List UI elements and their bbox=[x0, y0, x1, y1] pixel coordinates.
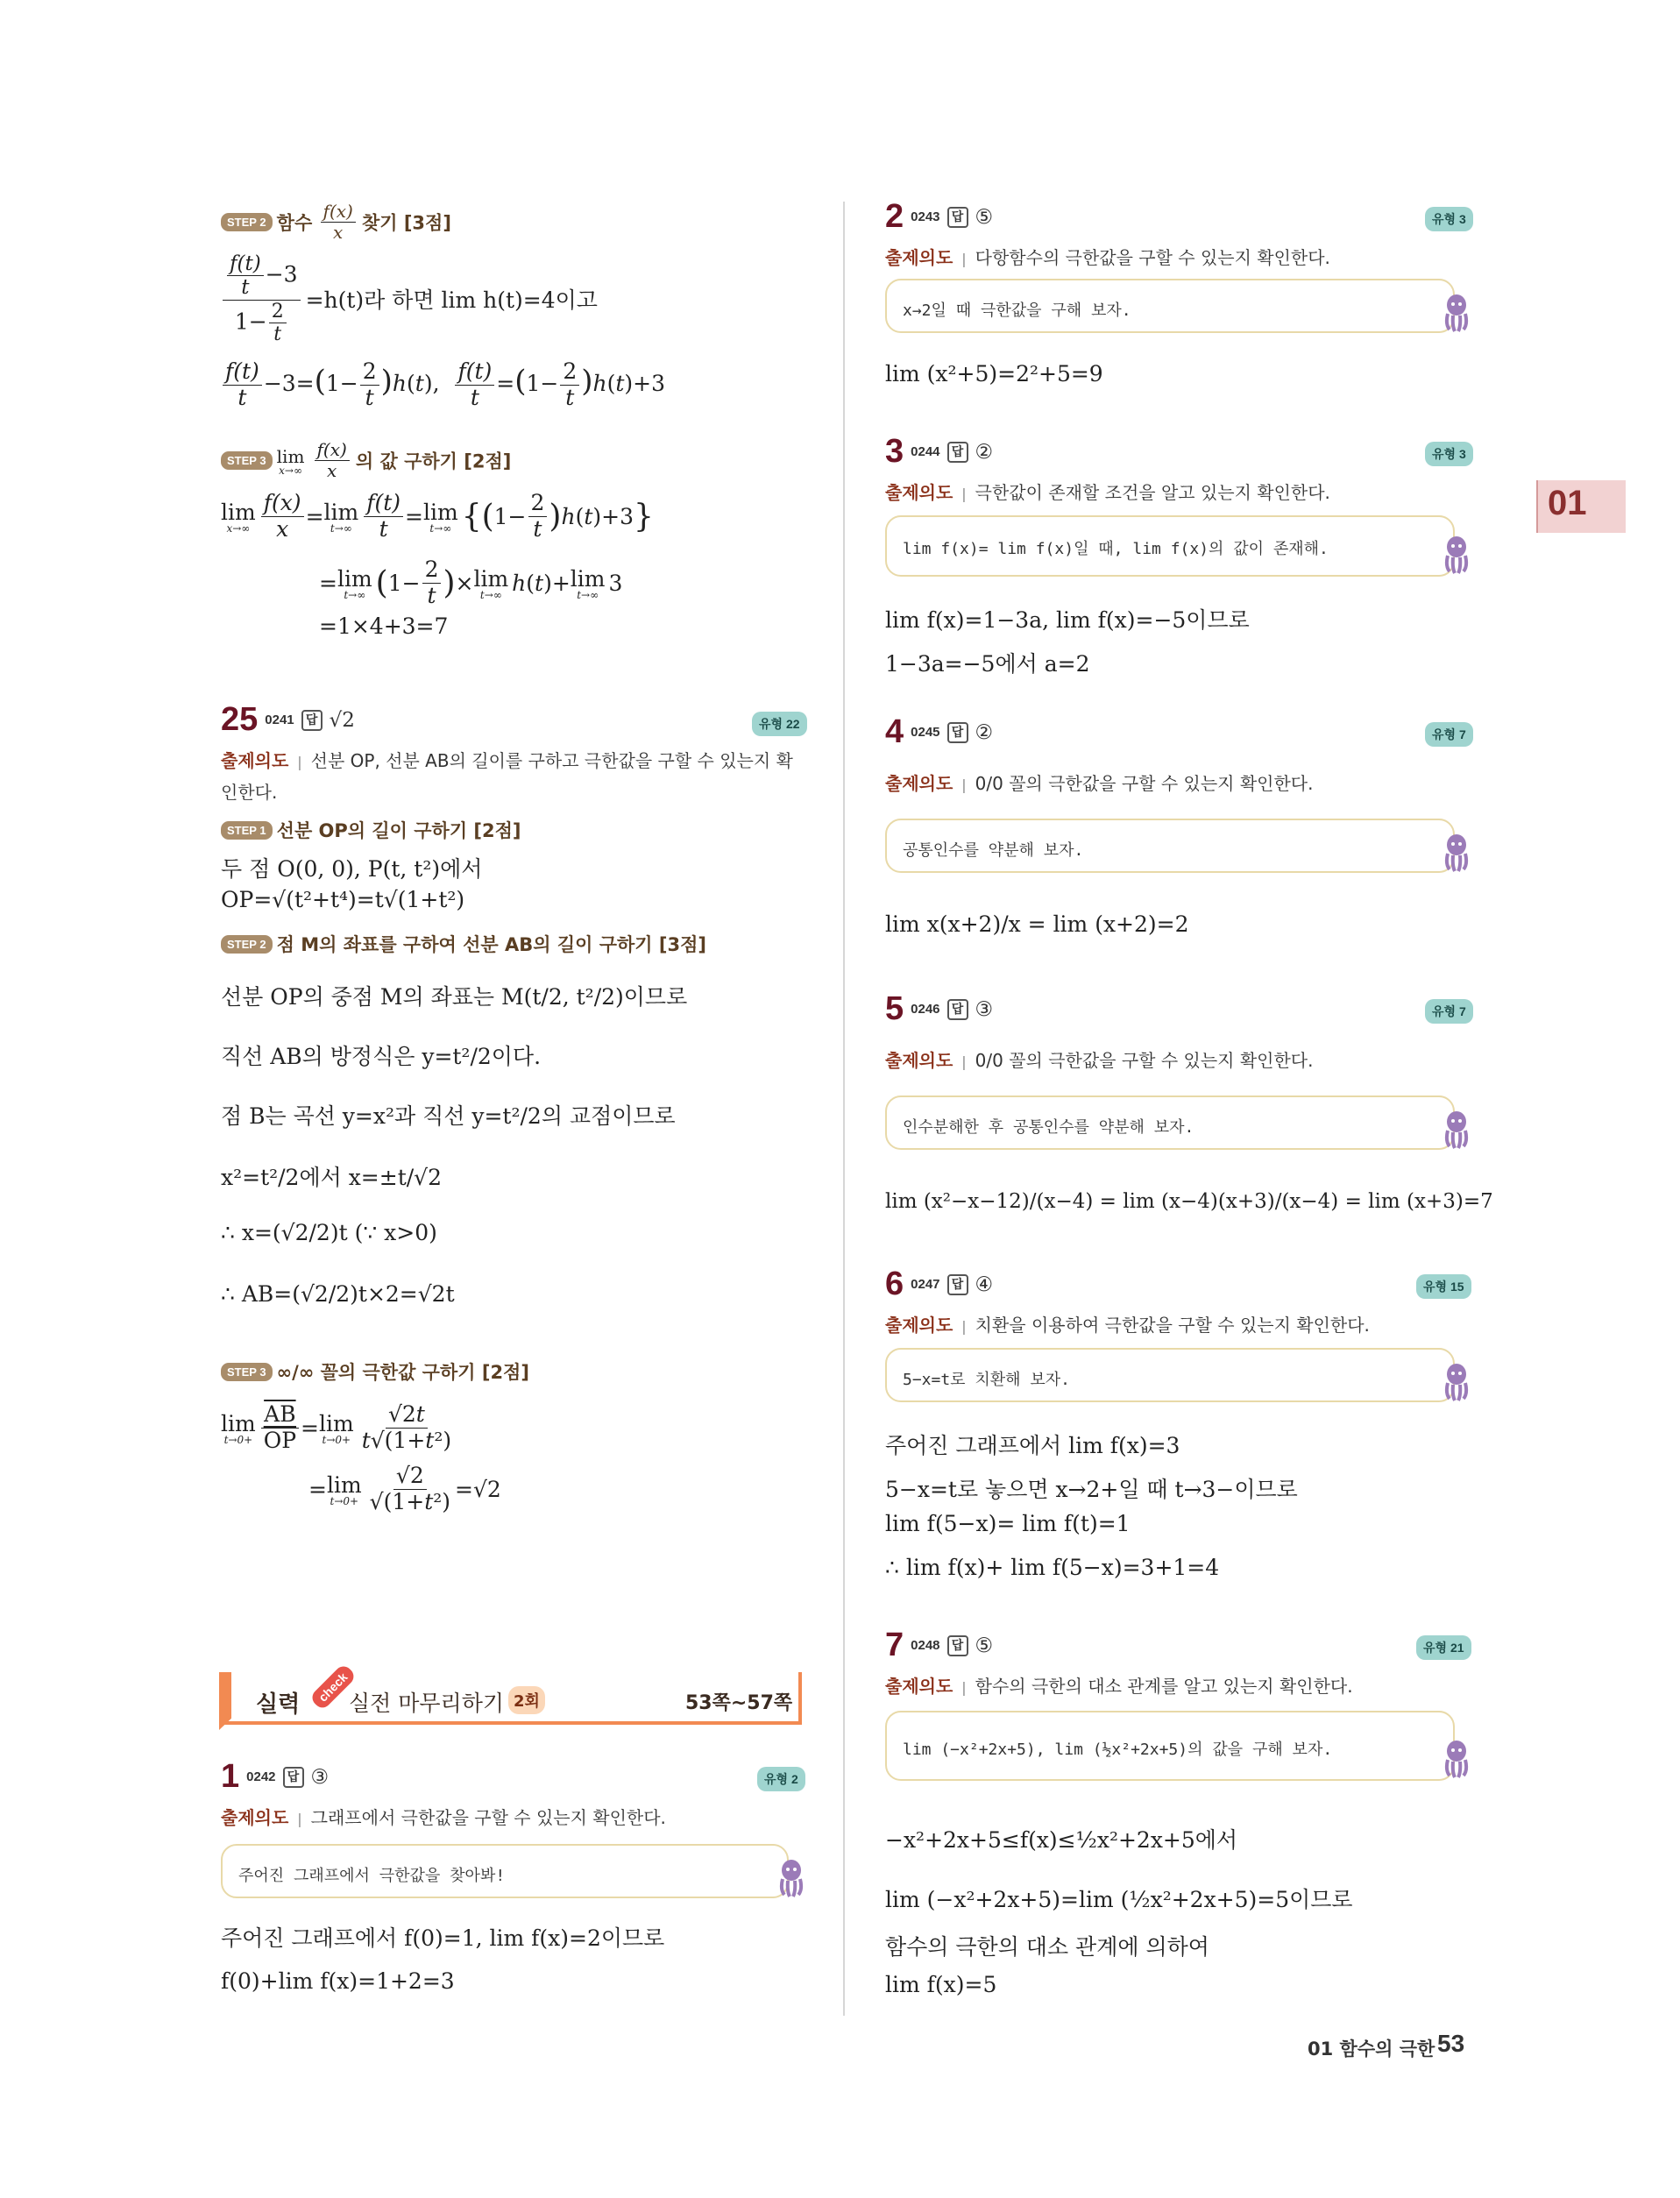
question-number: 1 bbox=[221, 1758, 240, 1795]
q2-line1: lim (x²+5)=2²+5=9 bbox=[885, 361, 1103, 386]
question-1-header bbox=[221, 1758, 329, 1796]
q25-line3: 선분 OP의 중점 M의 좌표는 M(t/2, t²/2)이므로 bbox=[221, 984, 688, 1010]
octopus-mascot-icon bbox=[1442, 833, 1471, 873]
q1-line1: 주어진 그래프에서 f(0)=1, lim f(x)=2이므로 bbox=[221, 1925, 665, 1951]
q7-line1: −x²+2x+5≤f(x)≤½x²+2x+5에서 bbox=[885, 1827, 1238, 1853]
equation-h-def: $\frac{f(t)}{t}$ −3 1− $\frac{2}{t}$ =h(t)라 하면 lim h(t)=4이고 bbox=[221, 252, 598, 345]
q25-line1: 두 점 O(0, 0), P(t, t²)에서 bbox=[221, 856, 483, 882]
chapter-tab-label: 01 bbox=[1548, 484, 1587, 522]
intent-line: 출제의도 | 선분 OP, 선분 AB의 길이를 구하고 극한값을 구할 수 있는지 확 bbox=[221, 750, 793, 771]
intent-line: 출제의도 | 그래프에서 극한값을 구할 수 있는지 확인한다. bbox=[221, 1807, 666, 1828]
banner-subtitle: 실전 마무리하기 bbox=[349, 1691, 504, 1716]
type-badge: 유형 7 bbox=[1425, 722, 1473, 747]
q25-step2-heading: STEP 2 점 M의 좌표를 구하여 선분 AB의 길이 구하기 [3점] bbox=[221, 931, 706, 957]
octopus-mascot-icon bbox=[776, 1858, 806, 1898]
intent-line: 출제의도 | 다항함수의 극한값을 구할 수 있는지 확인한다. bbox=[885, 247, 1330, 268]
banner-pages: 53쪽~57쪽 bbox=[685, 1692, 793, 1714]
step3-heading: STEP 3 lim x→∞ $\frac{f(x)}{x}$ 의 값 구하기 [2점] bbox=[221, 440, 511, 481]
hint-text: 주어진 그래프에서 극한값을 찾아봐! bbox=[238, 1867, 506, 1885]
type-badge: 유형 2 bbox=[757, 1767, 805, 1791]
hint-text: x→2일 때 극한값을 구해 보자. bbox=[903, 301, 1131, 320]
hint-text: lim (−x²+2x+5), lim (½x²+2x+5)의 값을 구해 보자. bbox=[903, 1741, 1333, 1759]
answer-mark-icon: 답 bbox=[947, 999, 968, 1020]
q6-line3: lim f(5−x)= lim f(t)=1 bbox=[885, 1511, 1131, 1536]
answer-mark-icon: 답 bbox=[947, 1635, 968, 1656]
answer: ③ bbox=[310, 1765, 330, 1789]
answer-mark-icon: 답 bbox=[301, 710, 323, 731]
type-badge: 유형 15 bbox=[1416, 1274, 1471, 1299]
q25-limit-2: = lim t→0+ $\frac{√2}{\text{√(1+t²)}}$ =√2 bbox=[308, 1463, 501, 1514]
page-number: 53 bbox=[1437, 2030, 1465, 2057]
intent-line: 출제의도 | 0/0 꼴의 극한값을 구할 수 있는지 확인한다. bbox=[885, 1050, 1314, 1071]
answer: √2 bbox=[329, 708, 355, 732]
q7-line4: lim f(x)=5 bbox=[885, 1972, 997, 1997]
intent-line: 출제의도 | 0/0 꼴의 극한값을 구할 수 있는지 확인한다. bbox=[885, 773, 1314, 794]
question-4-header: 4 0245 답 ② bbox=[885, 713, 994, 750]
octopus-mascot-icon bbox=[1442, 1110, 1471, 1150]
q25-line5: 점 B는 곡선 y=x²과 직선 y=t²/2의 교점이므로 bbox=[221, 1103, 676, 1129]
intent-line: 출제의도 | 극한값이 존재할 조건을 알고 있는지 확인한다. bbox=[885, 482, 1330, 503]
equation-f-t: $\frac{f(t)}{t}$ −3=(1− $\frac{2}{t}$ )h(t), $\frac{f(t)}{t}$ =(1− $\frac{2}{t}$ )h(t)+3 bbox=[221, 359, 665, 411]
q25-line4: 직선 AB의 방정식은 y=t²/2이다. bbox=[221, 1044, 542, 1069]
type-badge: 유형 3 bbox=[1425, 442, 1473, 466]
q25-line6: x²=t²/2에서 x=±t/√2 bbox=[221, 1165, 443, 1190]
octopus-mascot-icon bbox=[1442, 535, 1471, 575]
intent-line: 출제의도 | 함수의 극한의 대소 관계를 알고 있는지 확인한다. bbox=[885, 1676, 1353, 1697]
q6-line4: ∴ lim f(x)+ lim f(5−x)=3+1=4 bbox=[885, 1555, 1220, 1580]
intent-line: 출제의도 | 치환을 이용하여 극한값을 구할 수 있는지 확인한다. bbox=[885, 1315, 1370, 1336]
q25-line8: ∴ AB=(√2/2)t×2=√2t bbox=[221, 1281, 455, 1307]
question-7-header: 7 0248 답 ⑤ bbox=[885, 1627, 994, 1663]
question-5-header: 5 0246 답 ③ bbox=[885, 990, 994, 1027]
hint-text: 인수분해한 후 공통인수를 약분해 보자. bbox=[903, 1118, 1194, 1137]
answer-mark-icon: 답 bbox=[947, 1274, 968, 1295]
q3-line2: 1−3a=−5에서 a=2 bbox=[885, 651, 1090, 677]
type-badge: 유형 7 bbox=[1425, 999, 1473, 1024]
equation-limit-2: = lim t→∞ ( 1− $\frac{2}{t}$ ) × lim t→∞ h ( t )+ lim t→∞ 3 bbox=[319, 557, 623, 608]
intent-line-cont: 인한다. bbox=[221, 782, 278, 803]
step-badge: STEP 3 bbox=[221, 451, 273, 470]
q3-line1: lim f(x)=1−3a, lim f(x)=−5이므로 bbox=[885, 607, 1250, 633]
q25-step1-heading: STEP 1 선분 OP의 길이 구하기 [2점] bbox=[221, 817, 521, 843]
q1-line2: f(0)+lim f(x)=1+2=3 bbox=[221, 1968, 455, 1994]
answer-mark-icon: 답 bbox=[947, 722, 968, 743]
step2-heading: STEP 2 함수 $\frac{f(x)}{x}$ 찾기 [3점] bbox=[221, 202, 451, 243]
hint-text: 공통인수를 약분해 보자. bbox=[903, 841, 1084, 860]
type-badge: 유형 21 bbox=[1416, 1635, 1471, 1660]
banner-title: 실력 bbox=[256, 1691, 301, 1718]
column-divider bbox=[843, 202, 845, 2016]
octopus-mascot-icon bbox=[1442, 1739, 1471, 1779]
equation-limit-3: =1×4+3=7 bbox=[319, 613, 449, 639]
question-25-header bbox=[221, 701, 355, 739]
q5-line1: lim (x²−x−12)/(x−4) = lim (x−4)(x+3)/(x−4) = lim (x+3)=7 bbox=[885, 1190, 1493, 1213]
q4-line1: lim x(x+2)/x = lim (x+2)=2 bbox=[885, 911, 1189, 937]
question-6-header: 6 0247 답 ④ bbox=[885, 1266, 994, 1302]
q25-line2: OP=√(t²+t⁴)=t√(1+t²) bbox=[221, 887, 465, 912]
hint-text: lim f(x)= lim f(x)일 때, lim f(x)의 값이 존재해. bbox=[903, 540, 1329, 558]
question-code: 0242 bbox=[246, 1769, 276, 1784]
question-number: 25 bbox=[221, 701, 259, 738]
round-badge: 2회 bbox=[508, 1686, 545, 1714]
footer-chapter: 01 함수의 극한 bbox=[1308, 2038, 1435, 2060]
q7-line2: lim (−x²+2x+5)=lim (½x²+2x+5)=5이므로 bbox=[885, 1887, 1353, 1912]
type-badge: 유형 22 bbox=[752, 712, 807, 736]
step-badge: STEP 2 bbox=[221, 213, 273, 231]
octopus-mascot-icon bbox=[1442, 293, 1471, 333]
q25-step3-heading: STEP 3 ∞/∞ 꼴의 극한값 구하기 [2점] bbox=[221, 1358, 529, 1385]
q25-limit-1: lim t→0+ $\frac{\overline{AB}}{OP}$ = lim t→0+ $\frac{√2t}{\text{t√(1+t²)}}$ bbox=[221, 1401, 452, 1453]
q6-line2: 5−x=t로 놓으면 x→2+일 때 t→3−이므로 bbox=[885, 1477, 1298, 1502]
question-2-header: 2 0243 답 ⑤ bbox=[885, 198, 994, 235]
answer-mark-icon: 답 bbox=[283, 1767, 304, 1788]
type-badge: 유형 3 bbox=[1425, 207, 1473, 231]
answer-mark-icon: 답 bbox=[947, 207, 968, 228]
answer-mark-icon: 답 bbox=[947, 442, 968, 463]
equation-limit-1: lim x→∞ $\frac{f(x)}{x}$ = lim t→∞ $\frac{f(t)}{t}$ = lim t→∞ {( 1− $\frac{2}{t}$ ) h ( t )+3 } bbox=[221, 490, 654, 542]
check-tag: check bbox=[308, 1663, 357, 1712]
octopus-mascot-icon bbox=[1442, 1362, 1471, 1402]
q7-line3: 함수의 극한의 대소 관계에 의하여 bbox=[885, 1934, 1209, 1960]
q6-line1: 주어진 그래프에서 lim f(x)=3 bbox=[885, 1433, 1180, 1458]
question-code: 0241 bbox=[265, 713, 294, 727]
question-3-header: 3 0244 답 ② bbox=[885, 433, 994, 470]
q25-line7: ∴ x=(√2/2)t (∵ x>0) bbox=[221, 1220, 437, 1245]
hint-text: 5−x=t로 치환해 보자. bbox=[903, 1371, 1071, 1389]
